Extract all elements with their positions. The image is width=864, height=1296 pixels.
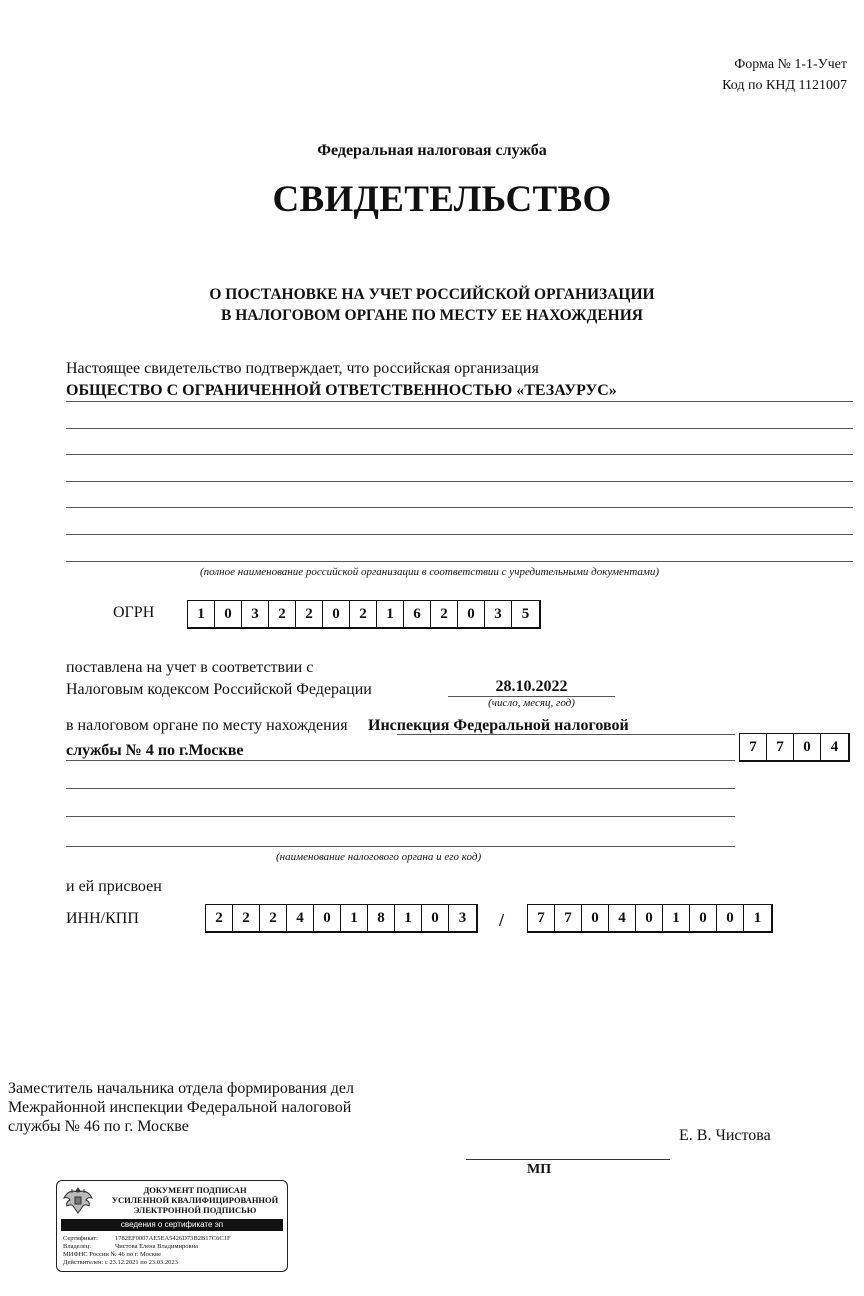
signatory-position-line-2: Межрайонной инспекции Федеральной налоговой [8,1099,352,1116]
stamp-bar: сведения о сертификате эп [61,1219,283,1231]
registration-line-2: Налоговым кодексом Российской Федерации [66,681,372,698]
inn-digit: 0 [422,905,449,931]
kpp-digit: 0 [582,905,609,931]
ogrn-digit: 6 [404,601,431,627]
subtitle-line-2: В НАЛОГОВОМ ОРГАНЕ ПО МЕСТУ ЕЕ НАХОЖДЕНИЯ [221,307,643,324]
ogrn-digit: 0 [215,601,242,627]
kpp-cells [527,904,773,933]
ogrn-cells [187,600,541,629]
ogrn-digit: 3 [485,601,512,627]
ogrn-digit: 2 [350,601,377,627]
valid-label: Действителен: [63,1259,104,1266]
kpp-digit: 7 [555,905,582,931]
intro-text: Настоящее свидетельство подтверждает, что российская организация [66,360,539,377]
kpp-digit: 1 [663,905,690,931]
ogrn-digit: 5 [521,605,530,622]
stamp-heading [109,1185,281,1215]
tax-authority-name-1: Инспекция Федеральной налоговой [368,717,629,734]
signatory-position-line-3: службы № 46 по г. Москве [8,1118,189,1135]
stamp-heading-line-2: УСИЛЕННОЙ КВАЛИФИЦИРОВАННОЙ [111,1195,279,1205]
certificate-label: Сертификат: [63,1235,98,1242]
inn-digit: 8 [368,905,395,931]
tax-line-2 [66,760,735,761]
subtitle-line-1: О ПОСТАНОВКЕ НА УЧЕТ РОССИЙСКОЙ ОРГАНИЗАЦИИ [209,286,655,303]
owner-org: МИФНС России № 46 по г. Москве [63,1251,161,1258]
ogrn-digit: 0 [323,601,350,627]
tax-code-cells [739,733,850,762]
inn-digit: 1 [395,905,422,931]
seal-label: МП [527,1162,552,1177]
org-line-7 [66,561,853,562]
ogrn-label: ОГРН [113,604,155,621]
stamp-info [63,1235,231,1267]
kpp-digit: 0 [717,905,744,931]
kpp-digit: 0 [690,905,717,931]
signatory-name: Е. В. Чистова [679,1127,771,1144]
organization-name: ОБЩЕСТВО С ОГРАНИЧЕННОЙ ОТВЕТСТВЕННОСТЬЮ «ТЕЗАУРУС» [66,382,617,399]
tax-authority-name-2: службы № 4 по г.Москве [66,742,244,759]
tax-code-digit: 4 [830,738,839,755]
tax-code-digit: 0 [794,734,821,760]
org-line-1 [66,401,853,402]
knd-code: Код по КНД 1121007 [722,78,847,93]
kpp-digit: 0 [636,905,663,931]
form-number: Форма № 1-1-Учет [734,57,847,72]
signature-line [466,1159,670,1160]
inn-digit: 2 [233,905,260,931]
tax-authority-prefix: в налоговом органе по месту нахождения [66,717,348,734]
inn-digit: 3 [458,909,467,926]
assigned-label: и ей присвоен [66,878,162,895]
ogrn-digit: 2 [431,601,458,627]
inn-kpp-separator: / [499,910,505,930]
registration-line-1: поставлена на учет в соответствии с [66,659,314,676]
kpp-digit: 1 [753,909,762,926]
ogrn-digit: 0 [458,601,485,627]
inn-digit: 2 [260,905,287,931]
org-line-2 [66,428,853,429]
tax-authority-caption: (наименование налогового органа и его код) [276,851,482,863]
date-caption: (число, месяц, год) [488,697,575,709]
tax-line-5 [66,846,735,847]
ogrn-digit: 1 [377,601,404,627]
kpp-digit: 4 [609,905,636,931]
valid-value: с 23.12.2021 по 23.03.2023 [104,1259,178,1266]
organization-caption: (полное наименование российской организации в соответствии с учредительными документами) [200,566,660,578]
document-subtitle [0,284,864,326]
stamp-heading-line-1: ДОКУМЕНТ ПОДПИСАН [143,1185,247,1195]
org-line-3 [66,454,853,455]
coat-of-arms-icon [61,1184,95,1216]
registration-date: 28.10.2022 [495,678,568,695]
inn-digit: 4 [287,905,314,931]
org-line-5 [66,507,853,508]
agency-name: Федеральная налоговая служба [317,142,547,159]
document-title: СВИДЕТЕЛЬСТВО [272,179,612,220]
inn-cells [205,904,478,933]
owner-value: Чистова Елена Владимировна [115,1243,198,1250]
tax-line-1 [397,734,735,735]
tax-line-3 [66,788,735,789]
ogrn-digit: 1 [188,601,215,627]
certificate-value: 1782EF0007AE5EA5426D73B2B17C6C1F [115,1235,231,1242]
kpp-digit: 7 [528,905,555,931]
ogrn-digit: 3 [242,601,269,627]
signatory-position-line-1: Заместитель начальника отдела формирования дел [8,1080,354,1097]
tax-line-4 [66,816,735,817]
inn-digit: 0 [314,905,341,931]
inn-digit: 1 [341,905,368,931]
tax-code-digit: 7 [740,734,767,760]
org-line-6 [66,534,853,535]
e-signature-stamp [56,1180,288,1272]
ogrn-digit: 2 [269,601,296,627]
form-header [722,54,847,96]
inn-digit: 2 [206,905,233,931]
org-line-4 [66,481,853,482]
inn-kpp-label: ИНН/КПП [66,910,139,927]
ogrn-digit: 2 [296,601,323,627]
owner-label: Владелец: [63,1243,92,1250]
stamp-heading-line-3: ЭЛЕКТРОННОЙ ПОДПИСЬЮ [133,1205,257,1215]
signatory-position [8,1079,354,1136]
tax-code-digit: 7 [767,734,794,760]
